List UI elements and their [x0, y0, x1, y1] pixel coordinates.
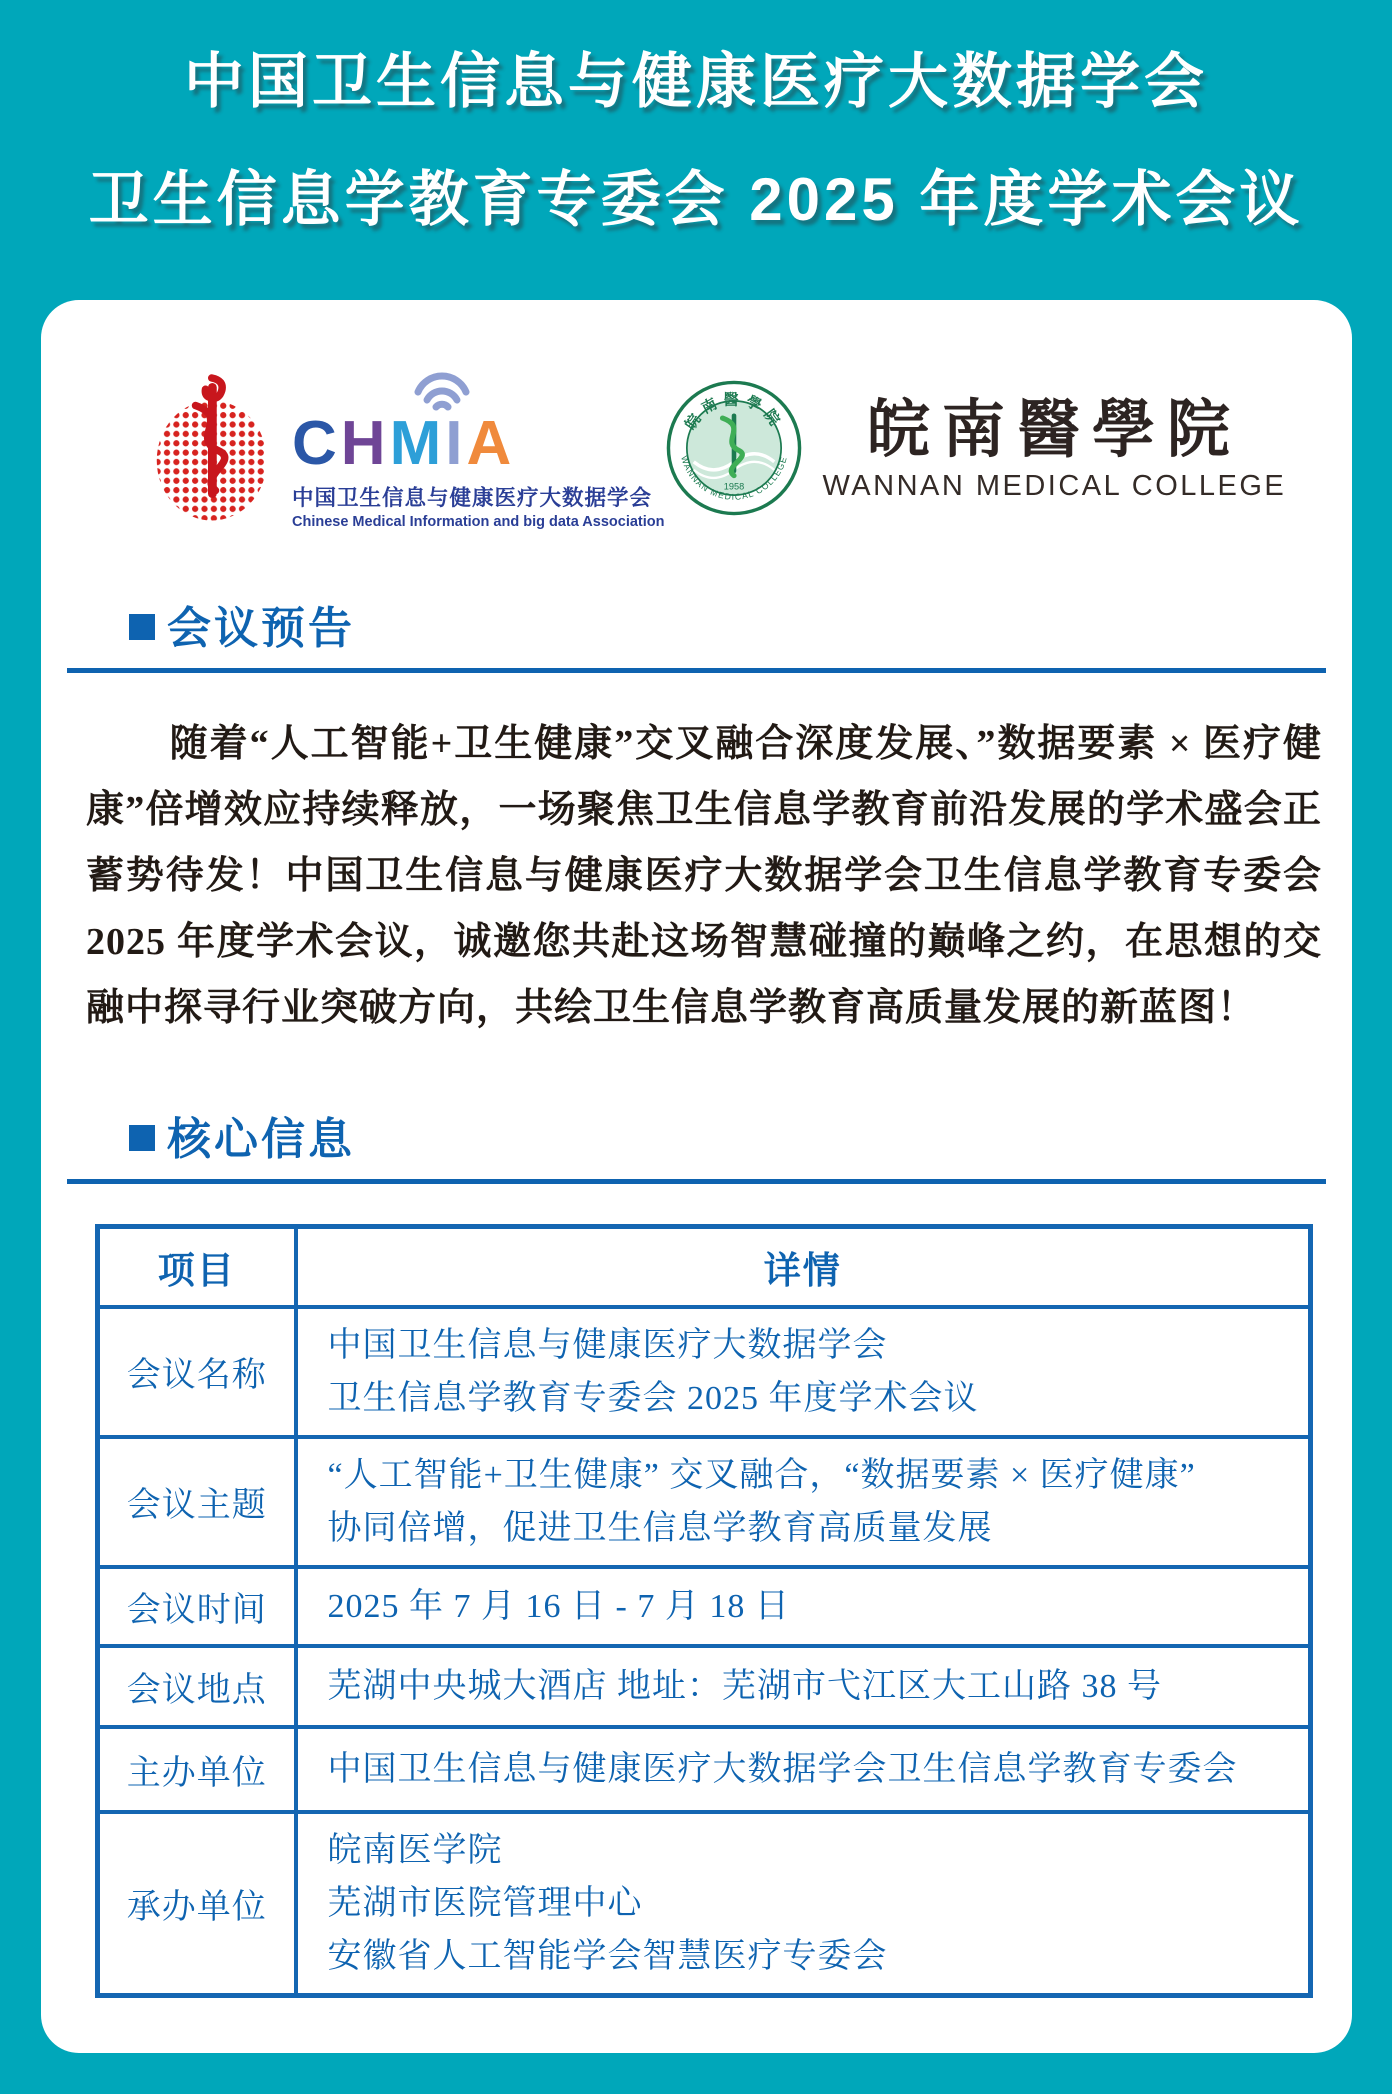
section-header-core	[129, 1103, 1352, 1167]
table-row	[98, 1567, 1311, 1646]
row-label: 会议地点	[98, 1646, 296, 1727]
section-header-preview	[129, 592, 1352, 656]
detail-line: 卫生信息学教育专委会 2025 年度学术会议	[327, 1379, 979, 1417]
svg-text:WANNAN MEDICAL COLLEGE: WANNAN MEDICAL COLLEGE	[678, 454, 789, 502]
table-row	[98, 1307, 1311, 1437]
chmia-letter: C	[292, 409, 341, 478]
table-header-item: 项目	[98, 1227, 296, 1307]
table-header-detail: 详情	[296, 1227, 1311, 1307]
row-detail	[296, 1437, 1311, 1567]
core-info-table	[95, 1224, 1313, 1998]
detail-line: 皖南医学院	[327, 1831, 503, 1869]
poster-title-line2: 卫生信息学教育专委会 2025 年度学术会议	[88, 166, 1304, 233]
chmia-english-name: Chinese Medical Information and big data Association	[292, 514, 665, 530]
wannan-seal-year: 1958	[723, 480, 744, 491]
row-detail	[296, 1727, 1311, 1812]
section-divider	[67, 668, 1326, 673]
table-row	[98, 1727, 1311, 1812]
detail-line: “人工智能+卫生健康” 交叉融合，“数据要素 × 医疗健康”	[327, 1456, 1196, 1494]
core-table-body	[98, 1307, 1311, 1996]
chmia-chinese-name: 中国卫生信息与健康医疗大数据学会	[292, 486, 653, 510]
row-label: 承办单位	[98, 1812, 296, 1996]
table-header-row	[98, 1227, 1311, 1307]
section-title-core: 核心信息	[167, 1115, 355, 1164]
preview-paragraph: 随着“人工智能+卫生健康”交叉融合深度发展、”数据要素 × 医疗健康”倍增效应持续释放，一场聚焦卫生信息学教育前沿发展的学术盛会正蓄势待发！中国卫生信息与健康医疗大数据学会卫生信息学教育专委会 2025 年度学术会议，诚邀您共赴这场智慧碰撞的巅峰之约，在思想的交融中探寻行业突破方向，共绘卫生信息学教育高质量发展的新蓝图！	[86, 723, 1322, 1029]
row-label: 会议名称	[98, 1307, 296, 1437]
wannan-logo	[665, 379, 1287, 522]
row-label: 会议时间	[98, 1567, 296, 1646]
row-detail	[296, 1307, 1311, 1437]
section-divider	[67, 1179, 1326, 1184]
detail-line: 安徽省人工智能学会智慧医疗专委会	[327, 1937, 888, 1975]
wannan-wordmark	[823, 397, 1287, 502]
row-detail	[296, 1567, 1311, 1646]
section-title-preview: 会议预告	[167, 604, 355, 653]
wannan-seal-icon	[665, 379, 803, 522]
chmia-letter: M	[389, 409, 446, 478]
row-detail	[296, 1812, 1311, 1996]
square-bullet-icon	[129, 1125, 155, 1151]
detail-line: 2025 年 7 月 16 日 - 7 月 18 日	[327, 1587, 790, 1625]
detail-line: 协同倍增，促进卫生信息学教育高质量发展	[327, 1509, 993, 1547]
wannan-chinese-name: 皖南醫學院	[866, 395, 1242, 466]
chmia-logo	[153, 370, 665, 530]
svg-text:皖南醫學院: 皖南醫學院	[682, 391, 785, 433]
table-row	[98, 1812, 1311, 1996]
chmia-wordmark	[292, 370, 665, 530]
chmia-globe-caduceus-icon	[153, 373, 278, 528]
detail-line: 中国卫生信息与健康医疗大数据学会卫生信息学教育专委会	[327, 1750, 1238, 1788]
content-card	[41, 300, 1352, 2053]
row-label: 会议主题	[98, 1437, 296, 1567]
banner	[0, 0, 1392, 233]
wannan-english-name: WANNAN MEDICAL COLLEGE	[822, 469, 1287, 502]
chmia-letter: A	[466, 409, 516, 478]
chmia-letter: I	[445, 409, 467, 478]
poster-title-line1: 中国卫生信息与健康医疗大数据学会	[184, 48, 1208, 115]
square-bullet-icon	[129, 614, 155, 640]
detail-line: 芜湖市医院管理中心	[327, 1884, 643, 1922]
row-label: 主办单位	[98, 1727, 296, 1812]
row-detail	[296, 1646, 1311, 1727]
logos-row	[41, 370, 1352, 530]
detail-line: 中国卫生信息与健康医疗大数据学会	[327, 1326, 888, 1364]
table-row	[98, 1646, 1311, 1727]
table-row	[98, 1437, 1311, 1567]
chmia-acronym	[292, 409, 516, 478]
chmia-letter: H	[340, 409, 390, 478]
detail-line: 芜湖中央城大酒店 地址：芜湖市弋江区大工山路 38 号	[327, 1667, 1162, 1705]
